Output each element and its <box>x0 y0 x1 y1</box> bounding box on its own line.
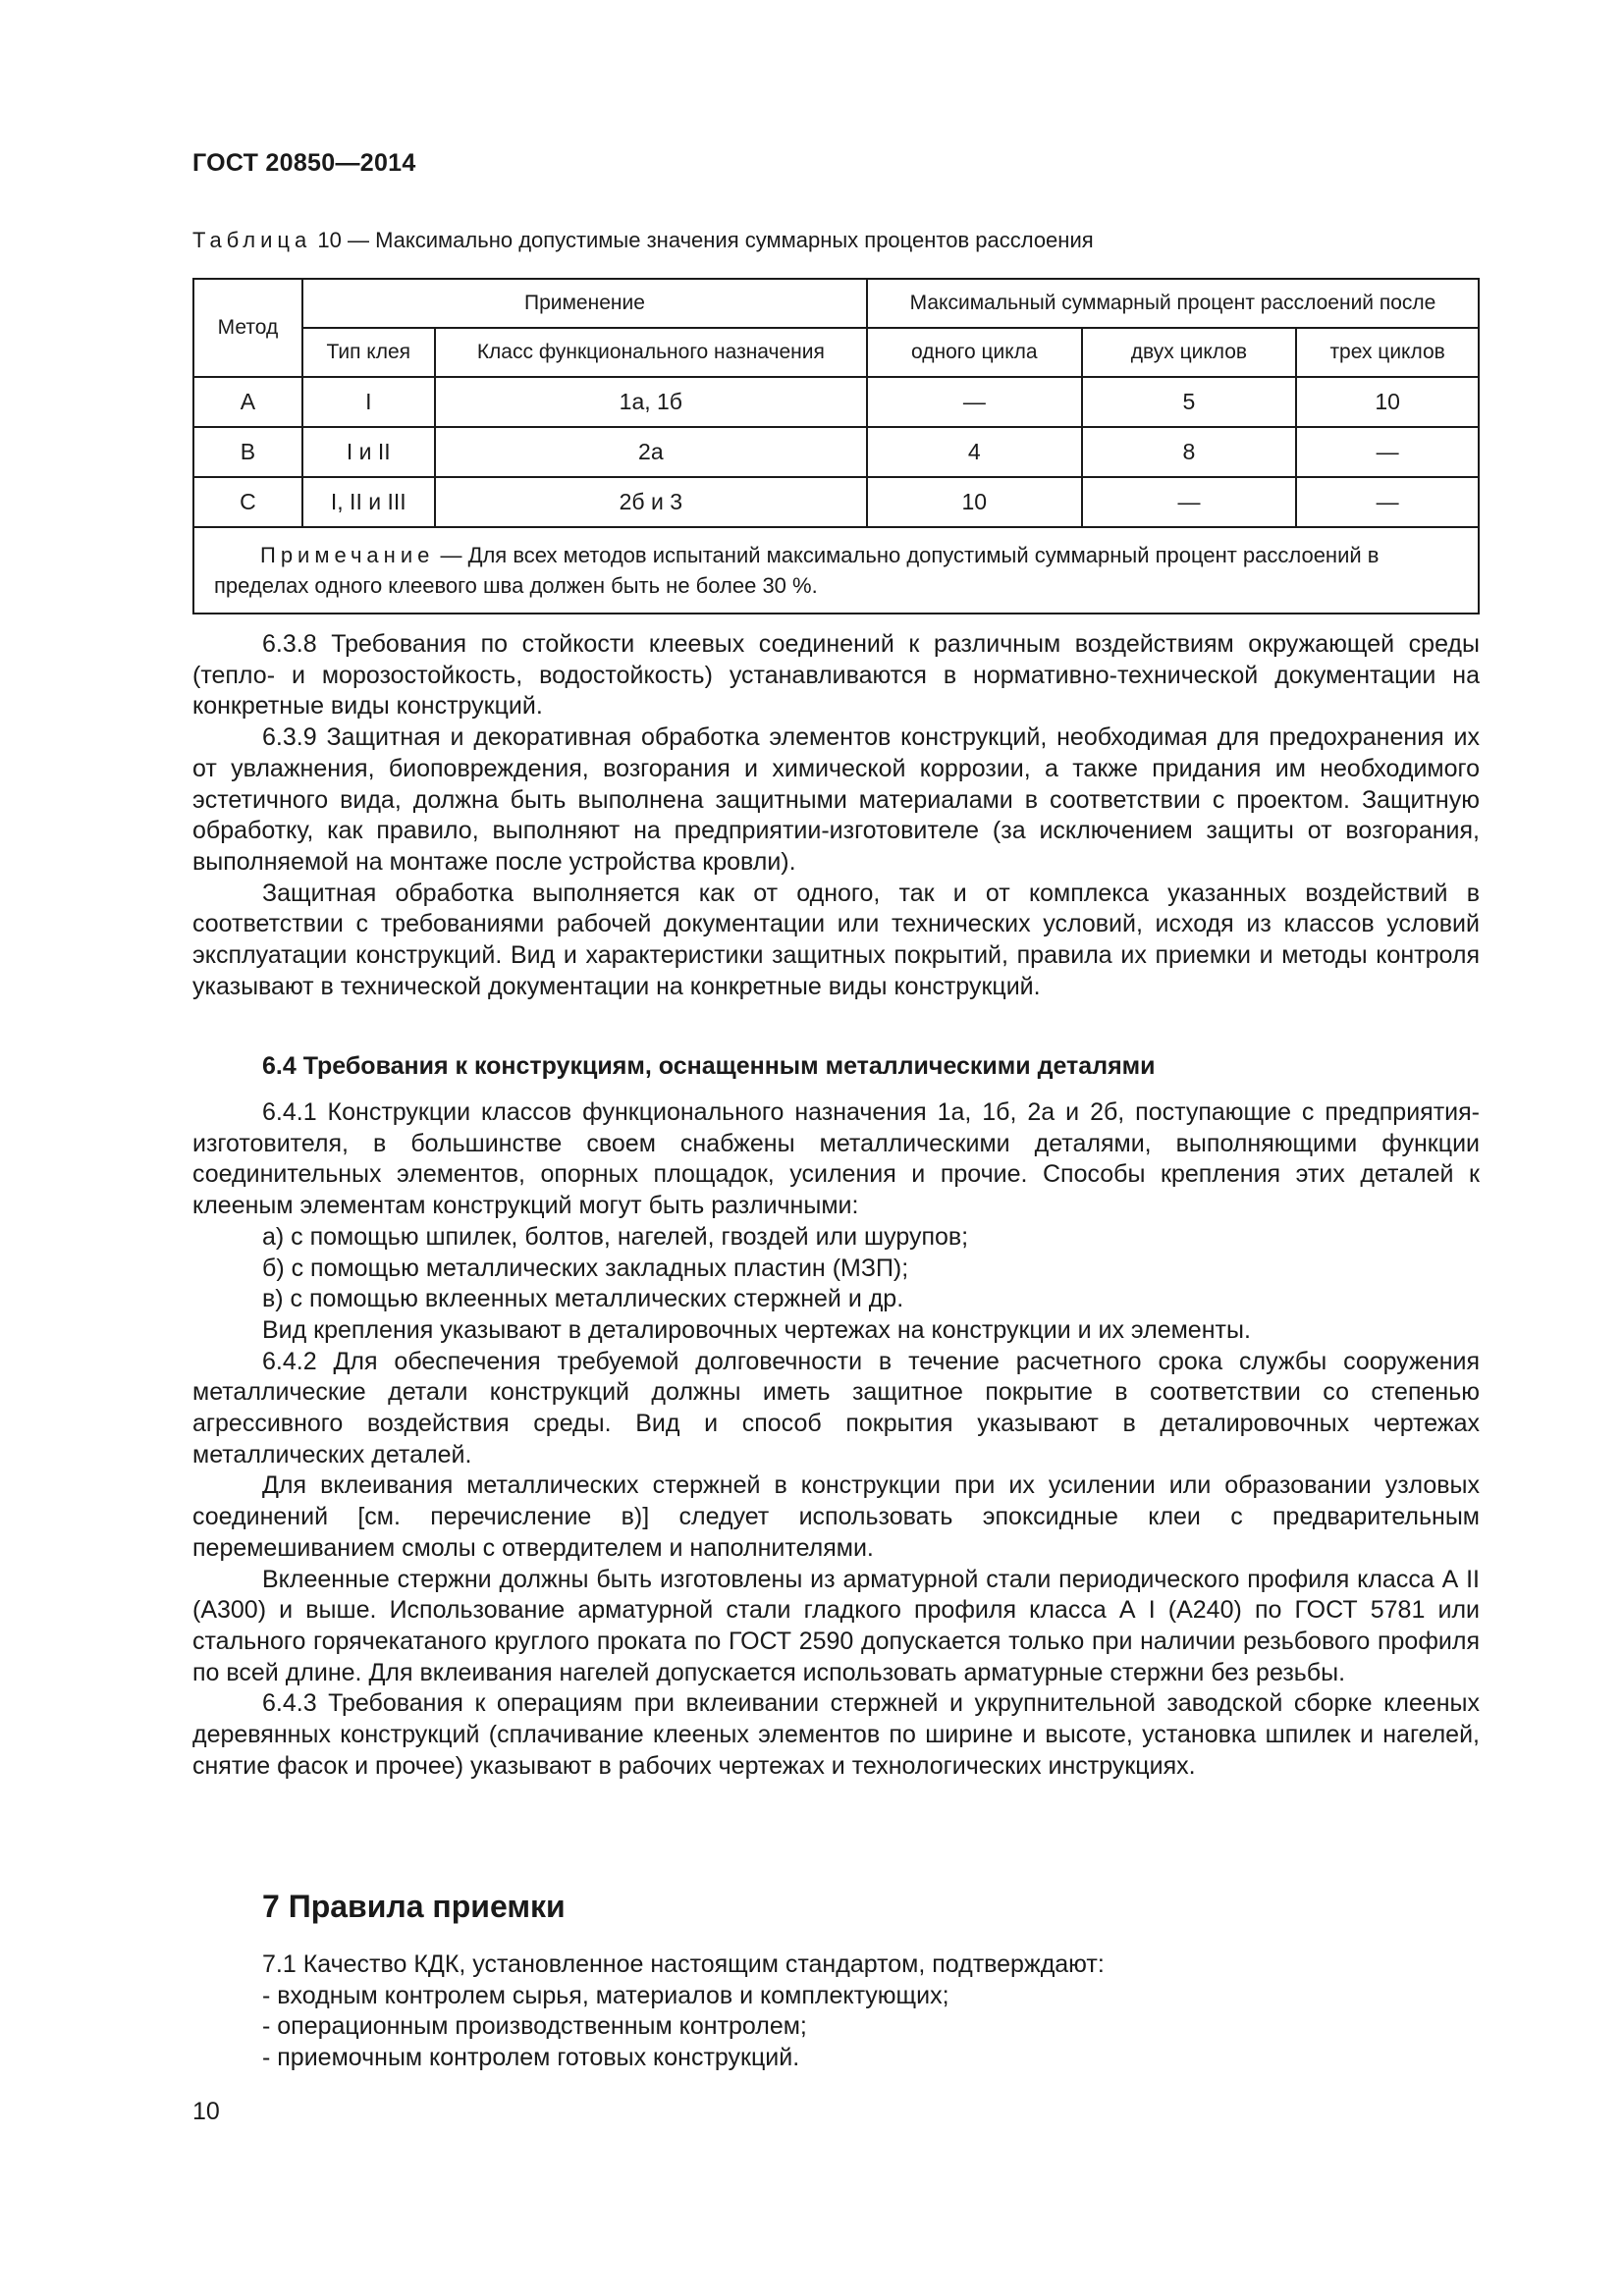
header-three-cycles: трех циклов <box>1296 328 1479 377</box>
table-row <box>193 377 1479 427</box>
table-header-row <box>193 279 1479 328</box>
list-item: б) с помощью металлических закладных пластин (МЗП); <box>262 1254 909 1282</box>
cell-three-cycles: — <box>1296 427 1479 477</box>
note-label: Примечание <box>260 543 435 567</box>
list-item: - приемочным контролем готовых конструкций. <box>262 2044 800 2072</box>
cell-one-cycle: 4 <box>867 427 1082 477</box>
paragraph-6-3-9: 6.3.9 Защитная и декоративная обработка элементов конструкций, необходимая для предохранения их от увлажнения, биоповреждения, возгорания и химической коррозии, а также придания им необходимого эстетичного вида, должна быть выполнена защитными материалами в соответствии с проектом. Защитную обработку, как правило, выполняют на предприятии-изготовителе (за исключением защиты от возгорания, выполняемой на монтаже после устройства кровли). <box>192 723 1480 876</box>
paragraph-6-4-1-continued: Вид крепления указывают в деталировочных чертежах на конструкции и их элементы. <box>262 1315 1251 1344</box>
page-number: 10 <box>192 2098 220 2125</box>
header-glue-type: Тип клея <box>302 328 435 377</box>
table-caption-word: Таблица <box>192 228 312 252</box>
paragraph-7-1: 7.1 Качество КДК, установленное настоящим стандартом, подтверждают: <box>262 1950 1105 1978</box>
table-subheader-row <box>193 328 1479 377</box>
cell-two-cycles: 8 <box>1082 427 1297 477</box>
table-caption-text: 10 — Максимально допустимые значения суммарных процентов расслоения <box>311 228 1094 252</box>
cell-two-cycles: — <box>1082 477 1297 527</box>
list-item: - операционным производственным контролем; <box>262 2012 807 2041</box>
cell-glue: I, II и III <box>302 477 435 527</box>
header-two-cycles: двух циклов <box>1082 328 1297 377</box>
cell-class: 2а <box>435 427 867 477</box>
heading-7: 7 Правила приемки <box>262 1889 566 1924</box>
header-func-class: Класс функционального назначения <box>435 328 867 377</box>
header-max-percent: Максимальный суммарный процент расслоений после <box>867 279 1479 328</box>
cell-class: 2б и 3 <box>435 477 867 527</box>
cell-two-cycles: 5 <box>1082 377 1297 427</box>
header-application: Применение <box>302 279 867 328</box>
document-code: ГОСТ 20850—2014 <box>192 149 416 177</box>
cell-method: B <box>193 427 302 477</box>
paragraph-6-4-3: 6.4.3 Требования к операциям при вклеивании стержней и укрупнительной заводской сборке клееных деревянных конструкций (сплачивание клееных элементов по ширине и высоте, установка шпилек и нагелей, снятие фасок и прочее) указывают в рабочих чертежах и технологических инструкциях. <box>192 1689 1480 1780</box>
table-note-row <box>193 527 1479 614</box>
cell-method: A <box>193 377 302 427</box>
paragraph-6-4-2-rods: Вклеенные стержни должны быть изготовлены из арматурной стали периодического профиля класса А II (А300) и выше. Использование арматурной стали гладкого профиля класса А I (А240) по ГОСТ 5781 или стального горячекатаного круглого проката по ГОСТ 2590 допускается только при наличии резьбового профиля по всей длине. Для вклеивания нагелей допускается использовать арматурные стержни без резьбы. <box>192 1565 1480 1686</box>
header-method: Метод <box>193 279 302 377</box>
list-item: - входным контролем сырья, материалов и комплектующих; <box>262 1981 949 2009</box>
note-text: — Для всех методов испытаний максимально допустимый суммарный процент расслоений в пределах одного клеевого шва должен быть не более 30 %. <box>214 543 1380 598</box>
paragraph-6-3-8: 6.3.8 Требования по стойкости клеевых соединений к различным воздействиям окружающей среды (тепло- и морозостойкость, водостойкость) устанавливаются в нормативно-технической документации на конкретные виды конструкций. <box>192 630 1480 721</box>
table-10 <box>192 278 1480 614</box>
cell-glue: I и II <box>302 427 435 477</box>
section-6-4-text <box>192 1097 1480 1782</box>
cell-three-cycles: — <box>1296 477 1479 527</box>
section-6-3-text <box>192 629 1480 1002</box>
cell-three-cycles: 10 <box>1296 377 1479 427</box>
list-item: а) с помощью шпилек, болтов, нагелей, гвоздей или шурупов; <box>262 1222 969 1251</box>
table-caption <box>192 228 1094 253</box>
heading-6-4: 6.4 Требования к конструкциям, оснащенным металлическими деталями <box>262 1052 1156 1080</box>
cell-one-cycle: — <box>867 377 1082 427</box>
cell-one-cycle: 10 <box>867 477 1082 527</box>
cell-method: C <box>193 477 302 527</box>
cell-class: 1а, 1б <box>435 377 867 427</box>
paragraph-6-4-2: 6.4.2 Для обеспечения требуемой долговечности в течение расчетного срока службы сооружения металлические детали конструкций должны иметь защитное покрытие в соответствии со степенью агрессивного воздействия среды. Вид и способ покрытия указывают в деталировочных чертежах металлических деталей. <box>192 1347 1480 1468</box>
table-row <box>193 427 1479 477</box>
header-one-cycle: одного цикла <box>867 328 1082 377</box>
table-row <box>193 477 1479 527</box>
list-item: в) с помощью вклеенных металлических стержней и др. <box>262 1285 904 1313</box>
paragraph-6-4-2-continued: Для вклеивания металлических стержней в конструкции при их усилении или образовании узловых соединений [см. перечисление в)] следует использовать эпоксидные клеи с предварительным перемешиванием смолы с отвердителем и наполнителями. <box>192 1471 1480 1562</box>
paragraph-6-4-1: 6.4.1 Конструкции классов функционального назначения 1а, 1б, 2а и 2б, поступающие с предприятия-изготовителя, в большинстве своем снабжены металлическими деталями, выполняющими функции соединительных элементов, опорных площадок, усиления и прочие. Способы крепления этих деталей к клееным элементам конструкций могут быть различными: <box>192 1098 1480 1220</box>
paragraph-6-3-9-continued: Защитная обработка выполняется как от одного, так и от комплекса указанных воздействий в соответствии с требованиями рабочей документации или технических условий, исходя из классов условий эксплуатации конструкций. Вид и характеристики защитных покрытий, правила их приемки и методы контроля указывают в технической документации на конкретные виды конструкций. <box>192 879 1480 1000</box>
table-note <box>193 527 1479 614</box>
cell-glue: I <box>302 377 435 427</box>
section-7-text <box>262 1949 1105 2074</box>
